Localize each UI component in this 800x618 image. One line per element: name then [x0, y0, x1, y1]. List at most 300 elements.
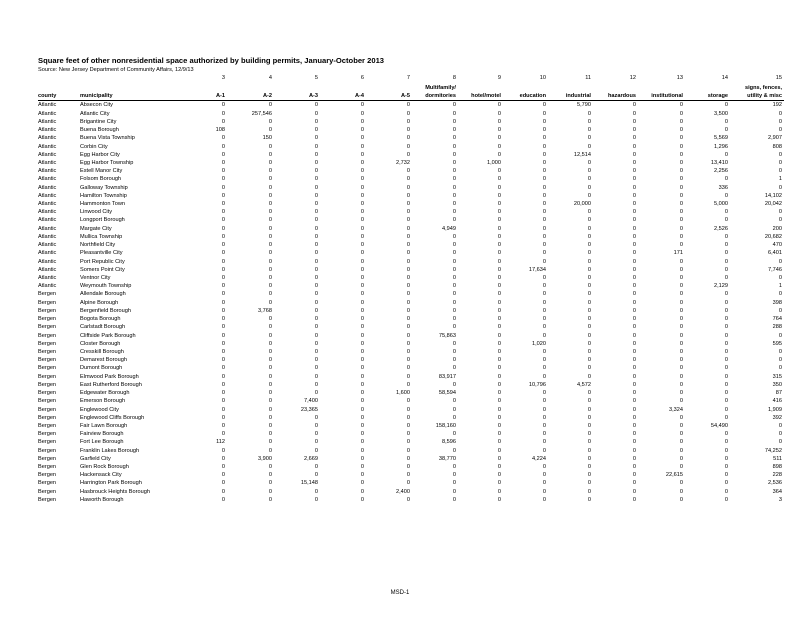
- value-cell: 0: [724, 398, 728, 405]
- column-number: 5: [314, 75, 318, 81]
- value-cell: 0: [221, 283, 225, 290]
- value-cell: 200: [772, 225, 782, 232]
- value-cell: 0: [497, 332, 501, 339]
- value-cell: 0: [587, 365, 591, 372]
- column-header: industrial: [548, 92, 593, 101]
- value-cell: 0: [632, 168, 636, 175]
- value-cell: 0: [360, 381, 364, 388]
- column-header: A-1: [184, 92, 227, 101]
- value-cell: 0: [542, 316, 546, 323]
- value-cell: 0: [497, 102, 501, 109]
- value-cell: 0: [724, 496, 728, 503]
- value-cell: 0: [314, 233, 318, 240]
- value-cell: 0: [314, 242, 318, 249]
- value-cell: 0: [587, 275, 591, 281]
- value-cell: 0: [542, 324, 546, 331]
- county-cell: Atlantic: [38, 192, 57, 199]
- county-cell: Atlantic: [38, 143, 57, 150]
- header-top-cell: signs, fences,: [745, 85, 782, 91]
- value-cell: 0: [406, 209, 410, 216]
- value-cell: 0: [632, 373, 636, 380]
- value-cell: 0: [724, 414, 728, 421]
- value-cell: 0: [497, 447, 501, 454]
- value-cell: 0: [679, 110, 683, 117]
- column-header: storage: [685, 92, 730, 101]
- value-cell: 0: [587, 217, 591, 224]
- value-cell: 0: [497, 176, 501, 183]
- header-top-cell: [593, 84, 638, 92]
- value-cell: 392: [772, 414, 782, 421]
- table-row: [38, 332, 784, 340]
- value-cell: 0: [632, 316, 636, 323]
- municipality-cell: Galloway Township: [80, 184, 128, 191]
- value-cell: 0: [406, 381, 410, 388]
- county-cell: Bergen: [38, 480, 57, 487]
- value-cell: 0: [587, 390, 591, 397]
- value-cell: 0: [542, 168, 546, 175]
- table-row: [38, 397, 784, 405]
- value-cell: 0: [360, 159, 364, 166]
- value-cell: 0: [632, 118, 636, 125]
- value-cell: 0: [587, 472, 591, 479]
- value-cell: 0: [221, 488, 225, 495]
- table-row: [38, 175, 784, 183]
- value-cell: 108: [215, 127, 225, 134]
- value-cell: 0: [587, 250, 591, 257]
- table-row: [38, 479, 784, 487]
- value-cell: 0: [406, 250, 410, 257]
- value-cell: 0: [360, 250, 364, 257]
- table-row: [38, 192, 784, 200]
- value-cell: 0: [360, 110, 364, 117]
- county-cell: Bergen: [38, 357, 57, 364]
- value-cell: 0: [268, 496, 272, 503]
- municipality-cell: Hasbrouck Heights Borough: [80, 488, 150, 495]
- municipality-cell: Alpine Borough: [80, 299, 119, 306]
- value-cell: 0: [587, 283, 591, 290]
- value-cell: 0: [724, 480, 728, 487]
- value-cell: 0: [360, 233, 364, 240]
- value-cell: 0: [268, 447, 272, 454]
- value-cell: 5,000: [714, 201, 728, 208]
- value-cell: 0: [497, 414, 501, 421]
- value-cell: 0: [360, 168, 364, 175]
- value-cell: 0: [724, 431, 728, 438]
- value-cell: 0: [314, 332, 318, 339]
- value-cell: 0: [497, 242, 501, 249]
- value-cell: 0: [452, 447, 456, 454]
- header-top-cell: [685, 84, 730, 92]
- table-row: [38, 282, 784, 290]
- value-cell: 0: [497, 496, 501, 503]
- value-cell: 0: [268, 324, 272, 331]
- value-cell: 0: [406, 373, 410, 380]
- value-cell: 0: [221, 324, 225, 331]
- value-cell: 0: [314, 439, 318, 446]
- value-cell: 398: [772, 299, 782, 306]
- value-cell: 1,296: [714, 143, 728, 150]
- value-cell: 0: [406, 431, 410, 438]
- value-cell: 0: [542, 398, 546, 405]
- value-cell: 0: [221, 455, 225, 462]
- value-cell: 0: [268, 299, 272, 306]
- value-cell: 0: [679, 381, 683, 388]
- value-cell: 0: [221, 348, 225, 355]
- value-cell: 0: [632, 488, 636, 495]
- value-cell: 2,732: [396, 159, 410, 166]
- value-cell: 0: [497, 316, 501, 323]
- value-cell: 0: [314, 209, 318, 216]
- value-cell: 0: [314, 357, 318, 364]
- value-cell: 0: [587, 398, 591, 405]
- column-number: 9: [497, 75, 501, 81]
- value-cell: 0: [778, 151, 782, 158]
- value-cell: 0: [314, 464, 318, 471]
- value-cell: 0: [497, 472, 501, 479]
- value-cell: 0: [724, 151, 728, 158]
- value-cell: 0: [221, 159, 225, 166]
- column-header: A-3: [274, 92, 320, 101]
- value-cell: 0: [679, 455, 683, 462]
- value-cell: 0: [632, 127, 636, 134]
- value-cell: 0: [221, 258, 225, 265]
- value-cell: 1: [778, 283, 782, 290]
- value-cell: 0: [452, 299, 456, 306]
- value-cell: 0: [314, 176, 318, 183]
- value-cell: 0: [497, 110, 501, 117]
- value-cell: 0: [679, 307, 683, 314]
- value-cell: 0: [268, 151, 272, 158]
- value-cell: 0: [497, 209, 501, 216]
- value-cell: 0: [221, 447, 225, 454]
- value-cell: 0: [497, 480, 501, 487]
- value-cell: 0: [542, 192, 546, 199]
- municipality-cell: Demarest Borough: [80, 357, 127, 364]
- value-cell: 0: [452, 258, 456, 265]
- value-cell: 0: [724, 250, 728, 257]
- value-cell: 0: [724, 127, 728, 134]
- value-cell: 20,682: [764, 233, 782, 240]
- value-cell: 0: [542, 447, 546, 454]
- municipality-cell: Hammonton Town: [80, 201, 125, 208]
- value-cell: 0: [542, 242, 546, 249]
- value-cell: 0: [679, 291, 683, 298]
- value-cell: 0: [360, 324, 364, 331]
- value-cell: 0: [360, 398, 364, 405]
- value-cell: 0: [542, 176, 546, 183]
- value-cell: 0: [221, 414, 225, 421]
- value-cell: 0: [360, 176, 364, 183]
- value-cell: 0: [221, 209, 225, 216]
- table-row: [38, 414, 784, 422]
- value-cell: 0: [268, 250, 272, 257]
- value-cell: 0: [360, 390, 364, 397]
- header-row-top: [38, 84, 784, 92]
- value-cell: 5,569: [714, 135, 728, 142]
- value-cell: 0: [221, 291, 225, 298]
- table-row: [38, 496, 784, 504]
- value-cell: 0: [221, 365, 225, 372]
- value-cell: 0: [587, 316, 591, 323]
- value-cell: 4,224: [532, 455, 546, 462]
- value-cell: 0: [406, 283, 410, 290]
- value-cell: 0: [268, 291, 272, 298]
- value-cell: 0: [406, 472, 410, 479]
- municipality-cell: Edgewater Borough: [80, 390, 130, 397]
- value-cell: 0: [497, 184, 501, 191]
- value-cell: 10,796: [528, 381, 546, 388]
- value-cell: 0: [452, 135, 456, 142]
- county-cell: Atlantic: [38, 127, 57, 134]
- municipality-cell: Linwood City: [80, 209, 113, 216]
- value-cell: 0: [452, 472, 456, 479]
- value-cell: 0: [679, 414, 683, 421]
- value-cell: 0: [497, 422, 501, 429]
- value-cell: 0: [679, 176, 683, 183]
- value-cell: 15,148: [300, 480, 318, 487]
- value-cell: 2,536: [768, 480, 782, 487]
- value-cell: 0: [360, 316, 364, 323]
- value-cell: 0: [587, 233, 591, 240]
- table-row: [38, 463, 784, 471]
- value-cell: 0: [497, 381, 501, 388]
- value-cell: 0: [268, 242, 272, 249]
- municipality-cell: Absecon City: [80, 102, 113, 109]
- county-cell: Bergen: [38, 431, 57, 438]
- value-cell: 0: [497, 127, 501, 134]
- value-cell: 0: [542, 127, 546, 134]
- value-cell: 0: [360, 225, 364, 232]
- value-cell: 0: [221, 496, 225, 503]
- value-cell: 0: [679, 266, 683, 273]
- value-cell: 0: [587, 291, 591, 298]
- table-row: [38, 323, 784, 331]
- column-header: hazardous: [593, 92, 638, 101]
- municipality-cell: Glen Rock Borough: [80, 464, 129, 471]
- value-cell: 0: [587, 422, 591, 429]
- value-cell: 0: [406, 357, 410, 364]
- value-cell: 0: [221, 316, 225, 323]
- value-cell: 0: [406, 307, 410, 314]
- county-cell: Bergen: [38, 447, 57, 454]
- value-cell: 0: [360, 357, 364, 364]
- value-cell: 83,917: [438, 373, 456, 380]
- value-cell: 0: [452, 291, 456, 298]
- value-cell: 17,634: [528, 266, 546, 273]
- value-cell: 0: [452, 480, 456, 487]
- value-cell: 470: [772, 242, 782, 249]
- municipality-cell: Hackensack City: [80, 472, 122, 479]
- value-cell: 0: [679, 143, 683, 150]
- value-cell: 416: [772, 398, 782, 405]
- value-cell: 0: [268, 118, 272, 125]
- value-cell: 0: [452, 184, 456, 191]
- value-cell: 0: [314, 250, 318, 257]
- value-cell: 0: [497, 135, 501, 142]
- value-cell: 0: [778, 209, 782, 216]
- value-cell: 0: [314, 135, 318, 142]
- value-cell: 364: [772, 488, 782, 495]
- table-row: [38, 455, 784, 463]
- value-cell: 0: [221, 390, 225, 397]
- value-cell: 3,900: [258, 455, 272, 462]
- value-cell: 0: [778, 431, 782, 438]
- value-cell: 0: [542, 102, 546, 109]
- value-cell: 0: [778, 291, 782, 298]
- value-cell: 0: [778, 422, 782, 429]
- value-cell: 6,401: [768, 250, 782, 257]
- value-cell: 0: [724, 488, 728, 495]
- value-cell: 0: [724, 242, 728, 249]
- value-cell: 0: [497, 390, 501, 397]
- table-row: [38, 225, 784, 233]
- value-cell: 0: [314, 488, 318, 495]
- table-row: [38, 266, 784, 274]
- value-cell: 0: [542, 307, 546, 314]
- county-cell: Bergen: [38, 390, 57, 397]
- value-cell: 0: [452, 496, 456, 503]
- value-cell: 0: [360, 414, 364, 421]
- county-cell: Atlantic: [38, 217, 57, 224]
- value-cell: 0: [360, 266, 364, 273]
- value-cell: 0: [542, 365, 546, 372]
- value-cell: 0: [221, 472, 225, 479]
- value-cell: 0: [587, 192, 591, 199]
- value-cell: 0: [452, 250, 456, 257]
- value-cell: 0: [221, 398, 225, 405]
- value-cell: 0: [360, 291, 364, 298]
- value-cell: 0: [406, 135, 410, 142]
- value-cell: 2,907: [768, 135, 782, 142]
- value-cell: 0: [587, 480, 591, 487]
- value-cell: 0: [268, 225, 272, 232]
- municipality-cell: Allendale Borough: [80, 291, 126, 298]
- value-cell: 0: [406, 275, 410, 281]
- value-cell: 0: [221, 102, 225, 109]
- value-cell: 0: [268, 373, 272, 380]
- table-row: [38, 422, 784, 430]
- value-cell: 0: [632, 455, 636, 462]
- value-cell: 0: [360, 102, 364, 109]
- value-cell: 0: [221, 464, 225, 471]
- value-cell: 0: [314, 414, 318, 421]
- value-cell: 0: [724, 266, 728, 273]
- value-cell: 0: [724, 299, 728, 306]
- value-cell: 0: [587, 414, 591, 421]
- value-cell: 0: [221, 431, 225, 438]
- value-cell: 0: [587, 431, 591, 438]
- value-cell: 0: [542, 258, 546, 265]
- county-cell: Atlantic: [38, 102, 57, 109]
- municipality-cell: Elmwood Park Borough: [80, 373, 139, 380]
- value-cell: 0: [452, 192, 456, 199]
- value-cell: 0: [724, 357, 728, 364]
- county-cell: Atlantic: [38, 225, 57, 232]
- table-row: [38, 274, 784, 282]
- value-cell: 150: [262, 135, 272, 142]
- value-cell: 0: [679, 151, 683, 158]
- value-cell: 0: [632, 151, 636, 158]
- value-cell: 0: [724, 192, 728, 199]
- value-cell: 0: [542, 118, 546, 125]
- value-cell: 0: [406, 217, 410, 224]
- value-cell: 0: [221, 373, 225, 380]
- value-cell: 0: [314, 316, 318, 323]
- value-cell: 0: [360, 242, 364, 249]
- table-body: [38, 101, 784, 504]
- header-top-cell: [38, 84, 80, 92]
- value-cell: 0: [778, 365, 782, 372]
- county-cell: Bergen: [38, 307, 57, 314]
- value-cell: 0: [679, 340, 683, 347]
- value-cell: 0: [314, 307, 318, 314]
- value-cell: 0: [679, 422, 683, 429]
- value-cell: 0: [314, 266, 318, 273]
- value-cell: 0: [542, 135, 546, 142]
- value-cell: 0: [314, 217, 318, 224]
- municipality-cell: Carlstadt Borough: [80, 324, 126, 331]
- value-cell: 0: [587, 464, 591, 471]
- value-cell: 0: [406, 299, 410, 306]
- value-cell: 0: [406, 324, 410, 331]
- value-cell: 0: [587, 209, 591, 216]
- table-row: [38, 373, 784, 381]
- value-cell: 0: [587, 348, 591, 355]
- column-header: dormitories: [412, 92, 458, 101]
- value-cell: 0: [268, 348, 272, 355]
- value-cell: 0: [452, 316, 456, 323]
- value-cell: 0: [632, 381, 636, 388]
- value-cell: 13,410: [710, 159, 728, 166]
- table-row: [38, 438, 784, 446]
- value-cell: 336: [718, 184, 728, 191]
- value-cell: 4,572: [577, 381, 591, 388]
- column-header: hotel/motel: [458, 92, 503, 101]
- column-header: institutional: [638, 92, 685, 101]
- value-cell: 0: [632, 135, 636, 142]
- value-cell: 0: [406, 102, 410, 109]
- value-cell: 0: [360, 464, 364, 471]
- table-row: [38, 340, 784, 348]
- value-cell: 0: [497, 151, 501, 158]
- municipality-cell: Cliffside Park Borough: [80, 332, 136, 339]
- value-cell: 0: [542, 184, 546, 191]
- value-cell: 0: [314, 159, 318, 166]
- value-cell: 0: [587, 168, 591, 175]
- municipality-cell: Garfield City: [80, 455, 111, 462]
- table-row: [38, 249, 784, 257]
- value-cell: 288: [772, 324, 782, 331]
- value-cell: 0: [542, 283, 546, 290]
- value-cell: 0: [360, 488, 364, 495]
- value-cell: 0: [452, 381, 456, 388]
- value-cell: 0: [314, 168, 318, 175]
- value-cell: 0: [679, 233, 683, 240]
- value-cell: 0: [679, 283, 683, 290]
- column-number: 6: [360, 75, 364, 81]
- value-cell: 0: [724, 324, 728, 331]
- value-cell: 0: [632, 472, 636, 479]
- value-cell: 0: [497, 464, 501, 471]
- value-cell: 0: [724, 340, 728, 347]
- value-cell: 0: [452, 176, 456, 183]
- value-cell: 0: [268, 168, 272, 175]
- value-cell: 0: [778, 110, 782, 117]
- value-cell: 0: [632, 439, 636, 446]
- table-row: [38, 430, 784, 438]
- value-cell: 0: [221, 110, 225, 117]
- value-cell: 0: [360, 422, 364, 429]
